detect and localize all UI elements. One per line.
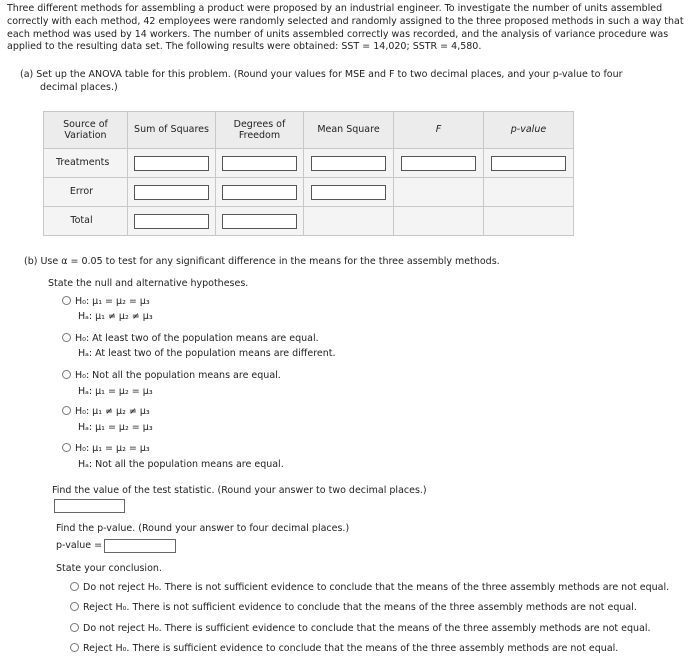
- hypothesis-option-1[interactable]: [62, 296, 150, 309]
- option-h0: H₀: μ₁ = μ₂ = μ₃: [75, 443, 150, 454]
- test-statistic-input[interactable]: [54, 499, 125, 513]
- conclusion-option-4[interactable]: [70, 643, 618, 656]
- header-pvalue: p-value: [484, 112, 574, 149]
- cell: [304, 207, 394, 236]
- table-row: [44, 149, 574, 178]
- row-label-error: Error: [44, 178, 128, 207]
- treatments-ms-input[interactable]: [311, 156, 386, 171]
- treatments-df-input[interactable]: [222, 156, 297, 171]
- part-a-instructions: [20, 69, 660, 95]
- conclusion-text: Do not reject H₀. There is not sufficient evidence to conclude that the means of the three assembly methods are not equal.: [83, 582, 670, 593]
- option-ha: Hₐ: μ₁ = μ₂ = μ₃: [78, 386, 153, 397]
- cell: [216, 149, 304, 178]
- row-label-total: Total: [44, 207, 128, 236]
- radio-button[interactable]: [70, 643, 79, 652]
- radio-button[interactable]: [70, 623, 79, 632]
- part-b-heading: (b) Use α = 0.05 to test for any significant difference in the means for the three assembly methods.: [24, 256, 500, 267]
- cell: [394, 207, 484, 236]
- hypothesis-option-4[interactable]: [62, 406, 150, 419]
- radio-button[interactable]: [70, 602, 79, 611]
- header-source: Source of Variation: [44, 112, 128, 149]
- pvalue-input[interactable]: [104, 539, 176, 553]
- radio-button[interactable]: [62, 296, 71, 305]
- header-f: F: [394, 112, 484, 149]
- conclusion-text: Reject H₀. There is not sufficient evidence to conclude that the means of the three assembly methods are not equal.: [83, 602, 637, 613]
- part-a-text: (a) Set up the ANOVA table for this problem. (Round your values for MSE and F to two decimal places, and your p-value to four decimal places.): [20, 69, 623, 93]
- conclusion-text: Do not reject H₀. There is sufficient evidence to conclude that the means of the three assembly methods are not equal.: [83, 623, 651, 634]
- cell: [394, 149, 484, 178]
- anova-header-row: [44, 112, 574, 149]
- conclusion-option-2[interactable]: [70, 602, 637, 615]
- anova-table: [43, 111, 574, 236]
- option-h0: H₀: At least two of the population means are equal.: [75, 333, 319, 344]
- cell: [304, 178, 394, 207]
- header-ms: Mean Square: [304, 112, 394, 149]
- cell: [128, 178, 216, 207]
- option-ha: Hₐ: Not all the population means are equal.: [78, 459, 284, 470]
- radio-button[interactable]: [62, 370, 71, 379]
- error-df-input[interactable]: [222, 185, 297, 200]
- radio-button[interactable]: [70, 582, 79, 591]
- conclusion-option-3[interactable]: [70, 623, 651, 636]
- radio-button[interactable]: [62, 406, 71, 415]
- radio-button[interactable]: [62, 443, 71, 452]
- pvalue-prompt: Find the p-value. (Round your answer to four decimal places.): [56, 523, 350, 534]
- conclusion-prompt: State your conclusion.: [56, 563, 162, 574]
- treatments-ss-input[interactable]: [134, 156, 209, 171]
- cell: [128, 149, 216, 178]
- option-ha: Hₐ: μ₁ = μ₂ = μ₃: [78, 422, 153, 433]
- conclusion-text: Reject H₀. There is sufficient evidence to conclude that the means of the three assembly methods are not equal.: [83, 643, 619, 654]
- cell: [484, 149, 574, 178]
- header-ss: Sum of Squares: [128, 112, 216, 149]
- radio-button[interactable]: [62, 333, 71, 342]
- hypothesis-option-2[interactable]: [62, 333, 319, 346]
- total-ss-input[interactable]: [134, 214, 209, 229]
- cell: [216, 207, 304, 236]
- conclusion-option-1[interactable]: [70, 582, 669, 595]
- cell: [128, 207, 216, 236]
- hypothesis-option-3[interactable]: [62, 370, 281, 383]
- cell: [484, 178, 574, 207]
- row-label-treatments: Treatments: [44, 149, 128, 178]
- treatments-f-input[interactable]: [401, 156, 476, 171]
- table-row: [44, 207, 574, 236]
- treatments-pvalue-input[interactable]: [491, 156, 566, 171]
- pvalue-label: p-value =: [56, 540, 103, 551]
- header-df: Degrees of Freedom: [216, 112, 304, 149]
- option-h0: H₀: Not all the population means are equal.: [75, 370, 281, 381]
- cell: [394, 178, 484, 207]
- error-ss-input[interactable]: [134, 185, 209, 200]
- error-ms-input[interactable]: [311, 185, 386, 200]
- cell: [216, 178, 304, 207]
- option-ha: Hₐ: At least two of the population means are different.: [78, 348, 336, 359]
- cell: [304, 149, 394, 178]
- total-df-input[interactable]: [222, 214, 297, 229]
- hypotheses-prompt: State the null and alternative hypotheses.: [48, 278, 249, 289]
- hypothesis-option-5[interactable]: [62, 443, 150, 456]
- option-ha: Hₐ: μ₁ ≠ μ₂ ≠ μ₃: [78, 311, 153, 322]
- option-h0: H₀: μ₁ = μ₂ = μ₃: [75, 296, 150, 307]
- option-h0: H₀: μ₁ ≠ μ₂ ≠ μ₃: [75, 406, 150, 417]
- cell: [484, 207, 574, 236]
- problem-intro: Three different methods for assembling a product were proposed by an industrial engineer. To investigate the number of units assembled correctly with each method, 42 employees were randomly selected and randomly assigned to the three proposed methods in such a way that each method was used by 14 workers. The number of units assembled correctly was recorded, and the analysis of variance procedure was applied to the resulting data set. The following results were obtained: SST = 14,020; SSTR = 4,580.: [7, 3, 684, 53]
- test-statistic-prompt: Find the value of the test statistic. (Round your answer to two decimal places.): [52, 485, 427, 496]
- table-row: [44, 178, 574, 207]
